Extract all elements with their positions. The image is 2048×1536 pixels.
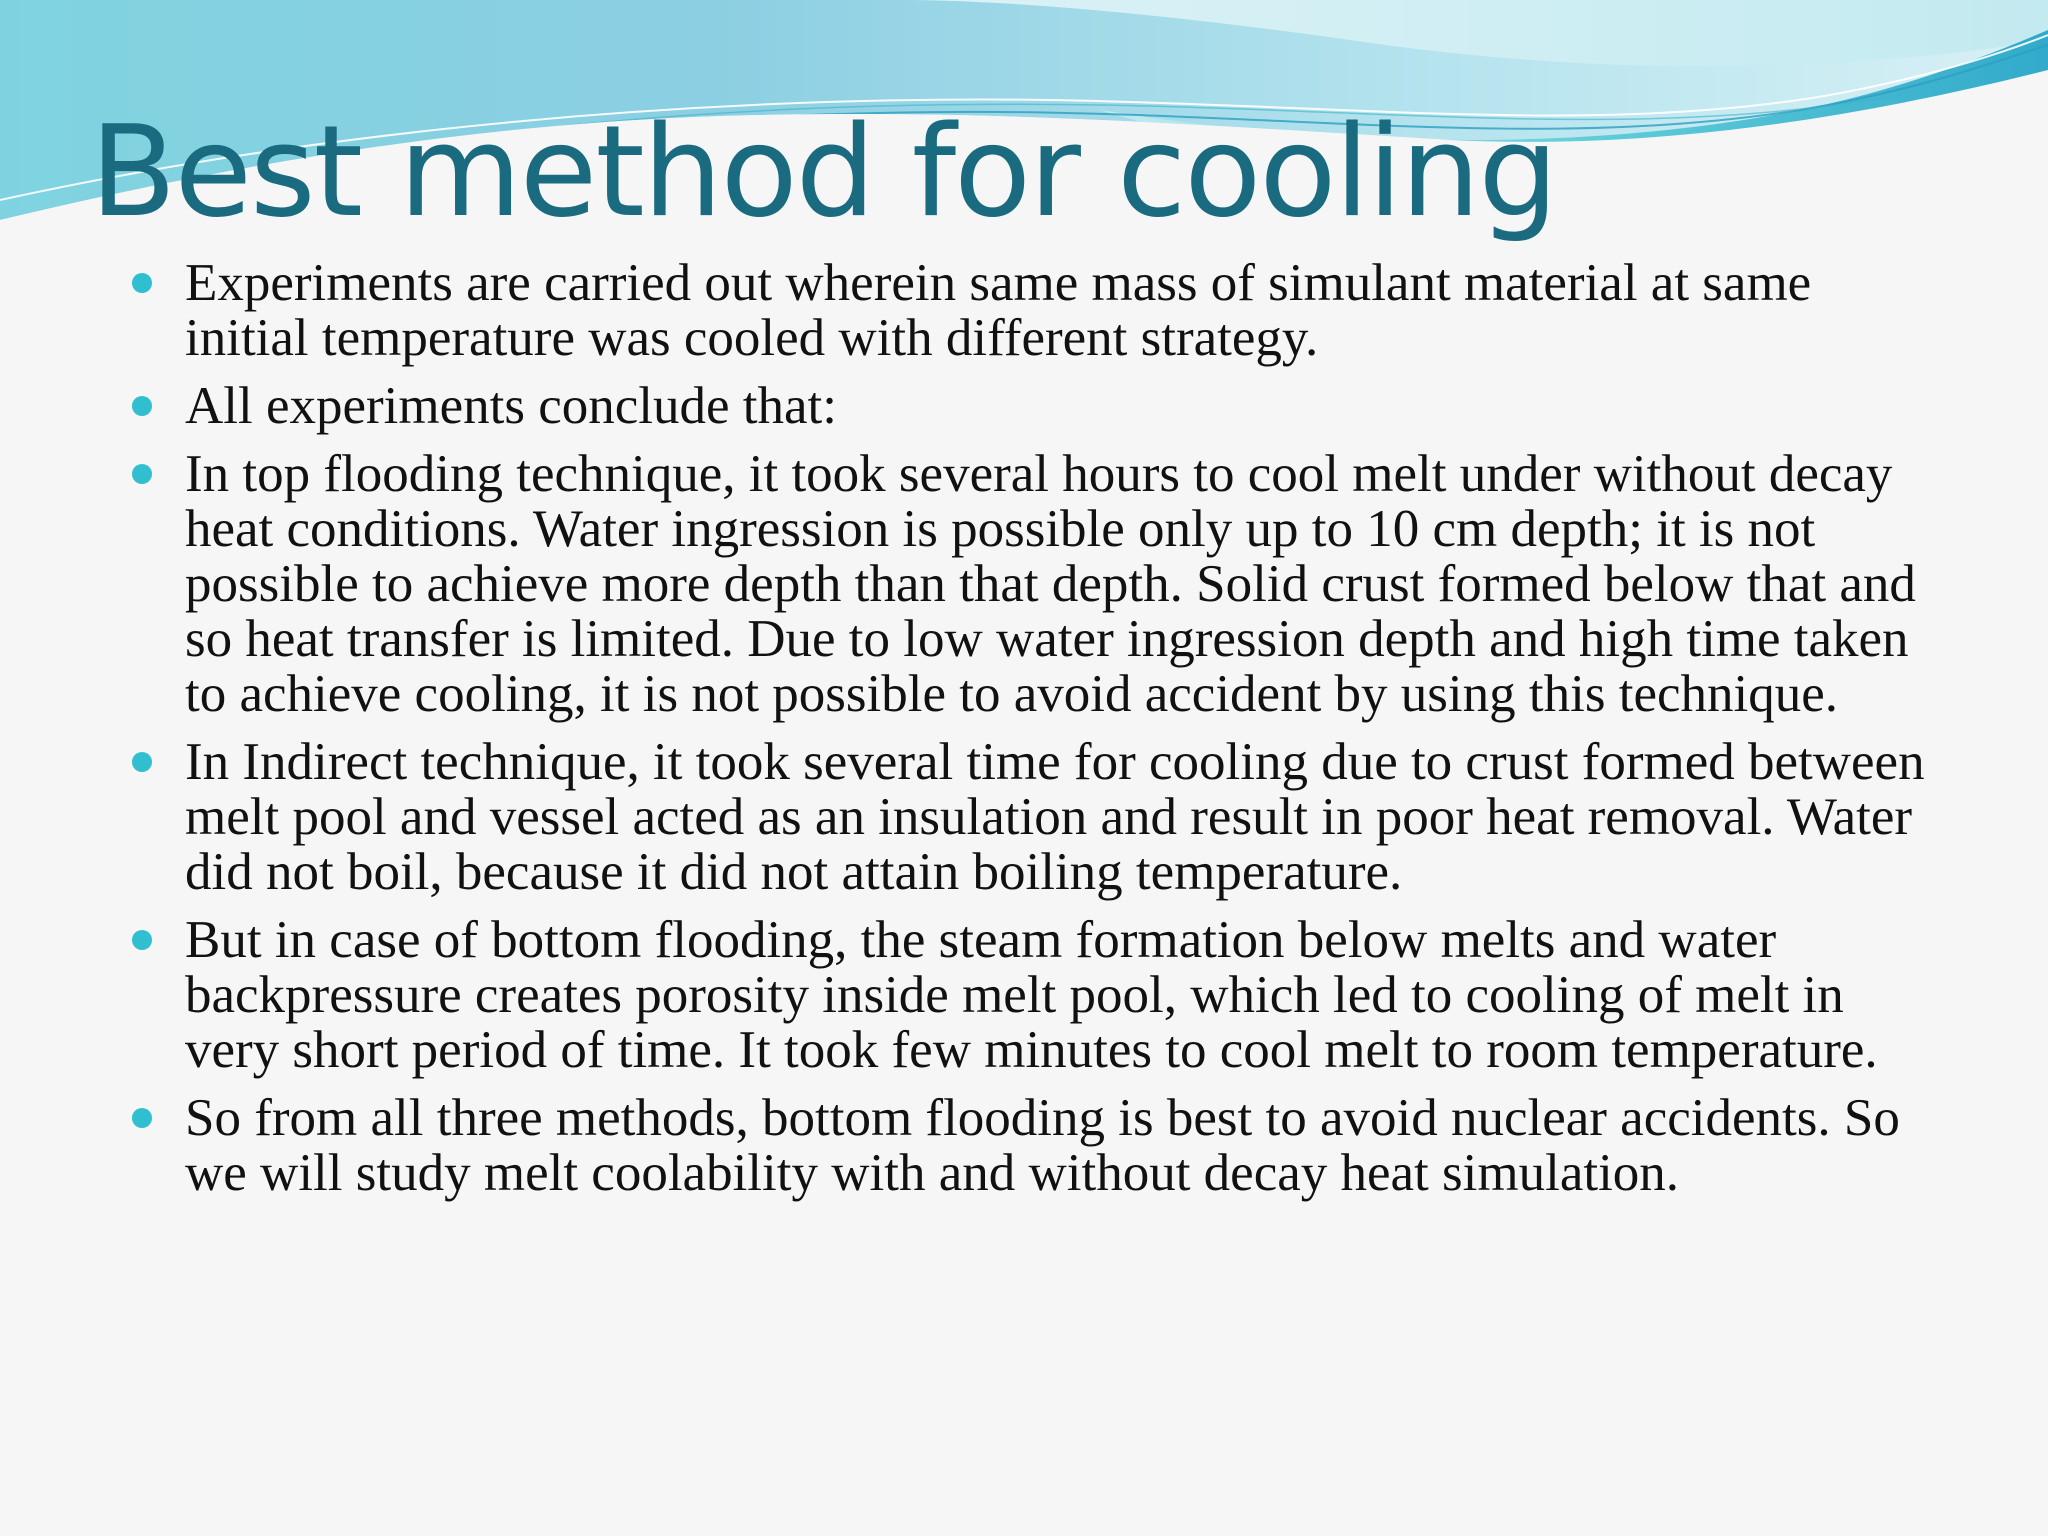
bullet-dot-icon: [132, 396, 152, 416]
bullet-dot-icon: [132, 930, 152, 950]
bullet-text: So from all three methods, bottom flooding is best to avoid nuclear accidents. So we will study melt coolability with and without decay heat simulation.: [185, 1089, 1900, 1202]
bullet-item: [185, 379, 1945, 434]
bullet-text: In top flooding technique, it took several hours to cool melt under without decay heat conditions. Water ingression is possible only up to 10 cm depth; it is not possible to achieve more depth than that depth. Solid crust formed below that and so heat transfer is limited. Due to low water ingression depth and high time taken to achieve cooling, it is not possible to avoid accident by using this technique.: [185, 445, 1916, 723]
bullet-item: [185, 1091, 1945, 1201]
slide-title: Best method for cooling: [90, 98, 1557, 245]
bullet-item: [185, 913, 1945, 1078]
bullet-text: Experiments are carried out wherein same mass of simulant material at same initial temperature was cooled with different strategy.: [185, 254, 1812, 367]
bullet-item: [185, 256, 1945, 366]
bullet-item: [185, 447, 1945, 722]
bullet-item: [185, 735, 1945, 900]
bullet-dot-icon: [132, 752, 152, 772]
bullet-text: All experiments conclude that:: [185, 377, 837, 435]
bullet-dot-icon: [132, 273, 152, 293]
bullet-text: But in case of bottom flooding, the steam formation below melts and water backpressure creates porosity inside melt pool, which led to cooling of melt in very short period of time. It took few minutes to cool melt to room temperature.: [185, 911, 1878, 1079]
bullet-dot-icon: [132, 1108, 152, 1128]
bullet-dot-icon: [132, 464, 152, 484]
bullet-list: [185, 256, 1945, 1214]
bullet-text: In Indirect technique, it took several time for cooling due to crust formed between melt pool and vessel acted as an insulation and result in poor heat removal. Water did not boil, because it did not attain boiling temperature.: [185, 733, 1925, 901]
